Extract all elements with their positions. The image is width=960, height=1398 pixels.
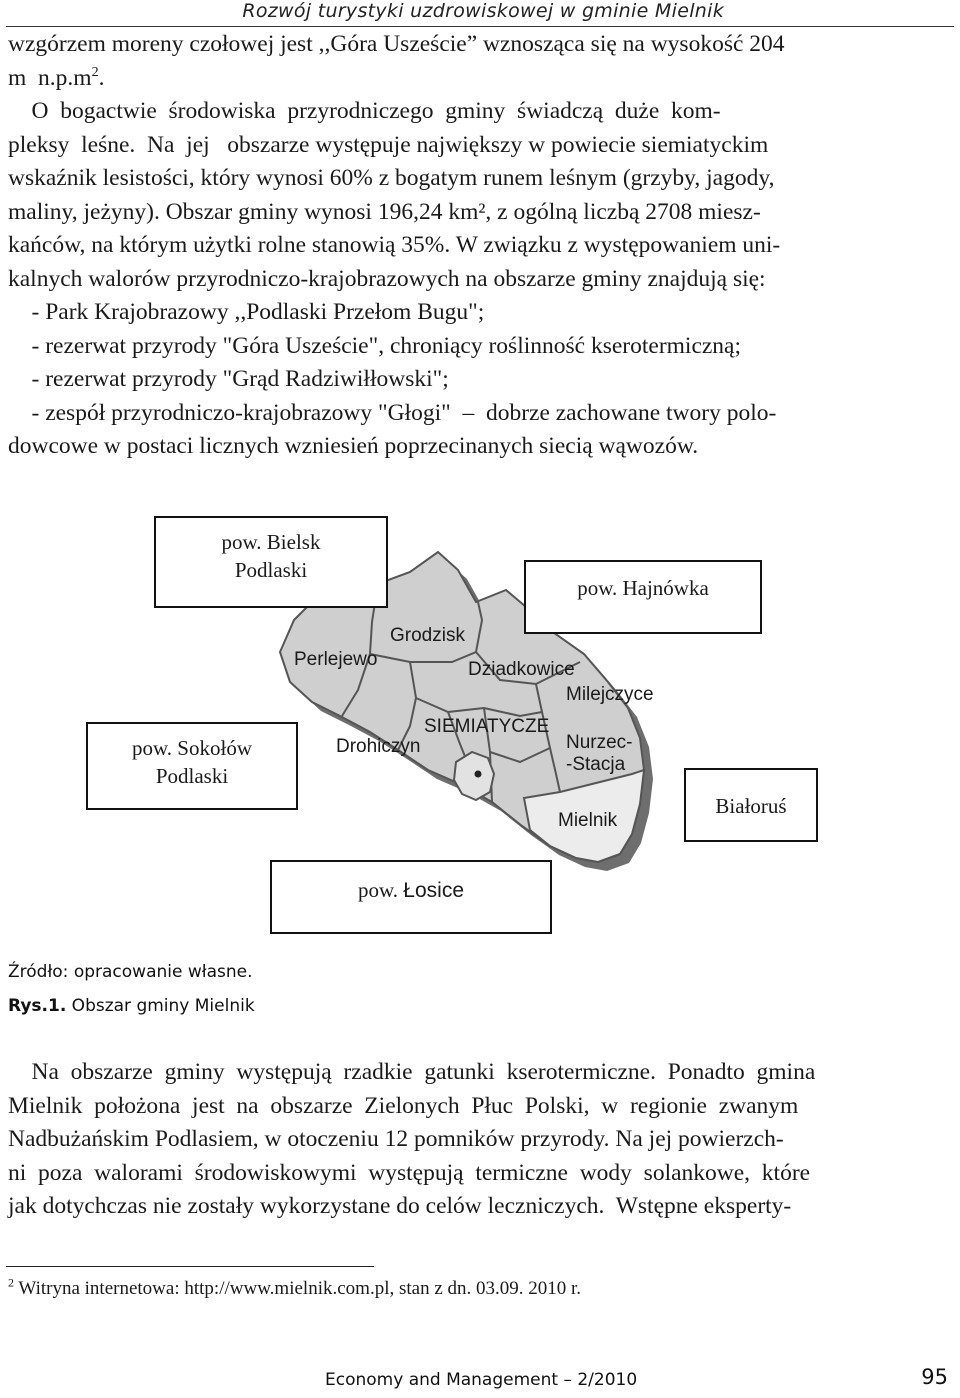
page-number: 95 (921, 1365, 948, 1389)
footnote-ref: 2 (91, 64, 99, 80)
box-bielsk-podlaski (154, 516, 388, 608)
figure-title: Obszar gminy Mielnik (66, 996, 255, 1016)
body-line: jak dotychczas nie zostały wykorzystane do celów leczniczych. Wstępne eksperty- (8, 1193, 792, 1219)
box-hajnowka-label: pow. Hajnówka (577, 576, 709, 600)
figure-caption (8, 996, 255, 1016)
intro-line-1: wzgórzem moreny czołowej jest ,,Góra Uszeście” wznosząca się na wysokość 204 (8, 31, 785, 57)
body-line: kańców, na którym użytki rolne stanowią 35%. W związku z występowaniem uni- (8, 232, 781, 258)
list-item: - Park Krajobrazowy ,,Podlaski Przełom Bugu"; (8, 299, 485, 325)
box-sokolow-line2: Podlaski (155, 764, 229, 788)
intro-paragraph (8, 28, 952, 464)
box-hajnowka (524, 560, 762, 634)
intro-line-2-text: m n.p.m (8, 64, 92, 91)
body-line: wskaźnik lesistości, który wynosi 60% z bogatym runem leśnym (grzyby, jagody, (8, 165, 775, 191)
region-nurzec-stacja (566, 732, 633, 776)
body-line: Nadbużańskim Podlasiem, w otoczeniu 12 pomników przyrody. Na jej powierzch- (8, 1126, 784, 1152)
body-line: kalnych walorów przyrodniczo-krajobrazowych na obszarze gminy znajdują się: (8, 265, 766, 292)
region-drohiczyn: Drohiczyn (336, 736, 421, 757)
town-marker (475, 771, 482, 778)
box-bialorus (684, 768, 818, 842)
footnote-rule (6, 1266, 374, 1267)
region-nurzec-line1: Nurzec- (566, 732, 633, 753)
region-grodzisk: Grodzisk (390, 625, 465, 646)
body-line: pleksy leśne. Na jej obszarze występuje największy w powiecie siemiatyckim (8, 131, 769, 158)
box-bielsk-line1: pow. Bielsk (221, 530, 321, 554)
region-siemiatycze: SIEMIATYCZE (424, 716, 550, 737)
footnote-text: Witryna internetowa: http://www.mielnik.com.pl, stan z dn. 03.09. 2010 r. (14, 1278, 582, 1299)
figure-source: Źródło: opracowanie własne. (8, 962, 253, 982)
list-item: - zespół przyrodniczo-krajobrazowy "Głogi" – dobrze zachowane twory polo- (8, 399, 777, 426)
region-milejczyce: Milejczyce (566, 684, 654, 705)
running-header: Rozwój turystyki uzdrowiskowej w gminie Mielnik (242, 0, 724, 22)
region-nurzec-line2: -Stacja (566, 754, 626, 775)
region-mielnik: Mielnik (558, 810, 618, 831)
box-bialorus-label: Białoruś (715, 794, 787, 818)
intro-line-2-end: . (98, 64, 105, 91)
box-losice-prefix: pow. (357, 878, 404, 902)
box-losice-name: Łosice (403, 879, 464, 902)
gmina-map-figure (80, 512, 820, 944)
list-item: - rezerwat przyrody "Grąd Radziwiłłowski"; (8, 366, 449, 392)
region-perlejewo: Perlejewo (294, 649, 378, 670)
siemiatycze-town (454, 752, 494, 800)
figure-label: Rys.1. (8, 996, 67, 1016)
header-rule (6, 26, 954, 27)
footnote (8, 1275, 582, 1300)
after-paragraph (8, 1056, 952, 1224)
box-losice (270, 860, 552, 934)
body-line: dowcowe w postaci licznych wzniesień poprzecinanych siecią wąwozów. (8, 433, 699, 459)
list-item: - rezerwat przyrody "Góra Uszeście", chroniący roślinność kserotermiczną; (8, 332, 742, 359)
journal-footer: Economy and Management – 2/2010 (325, 1370, 638, 1390)
body-line: O bogactwie środowiska przyrodniczego gminy świadczą duże kom- (8, 98, 721, 124)
region-dziadkowice: Dziadkowice (468, 659, 575, 680)
box-bielsk-line2: Podlaski (234, 558, 308, 582)
footnote-number: 2 (8, 1275, 14, 1290)
body-line: Mielnik położona jest na obszarze Zielonych Płuc Polski, w regionie zwanym (8, 1092, 799, 1119)
body-line: maliny, jeżyny). Obszar gminy wynosi 196,24 km², z ogólną liczbą 2708 miesz- (8, 198, 761, 225)
box-sokolow-podlaski (86, 722, 298, 810)
intro-line-2 (8, 62, 952, 96)
box-sokolow-line1: pow. Sokołów (132, 736, 252, 760)
body-line: Na obszarze gminy występują rzadkie gatunki kserotermiczne. Ponadto gmina (8, 1059, 816, 1085)
body-line: ni poza walorami środowiskowymi występują termiczne wody solankowe, które (8, 1159, 811, 1186)
